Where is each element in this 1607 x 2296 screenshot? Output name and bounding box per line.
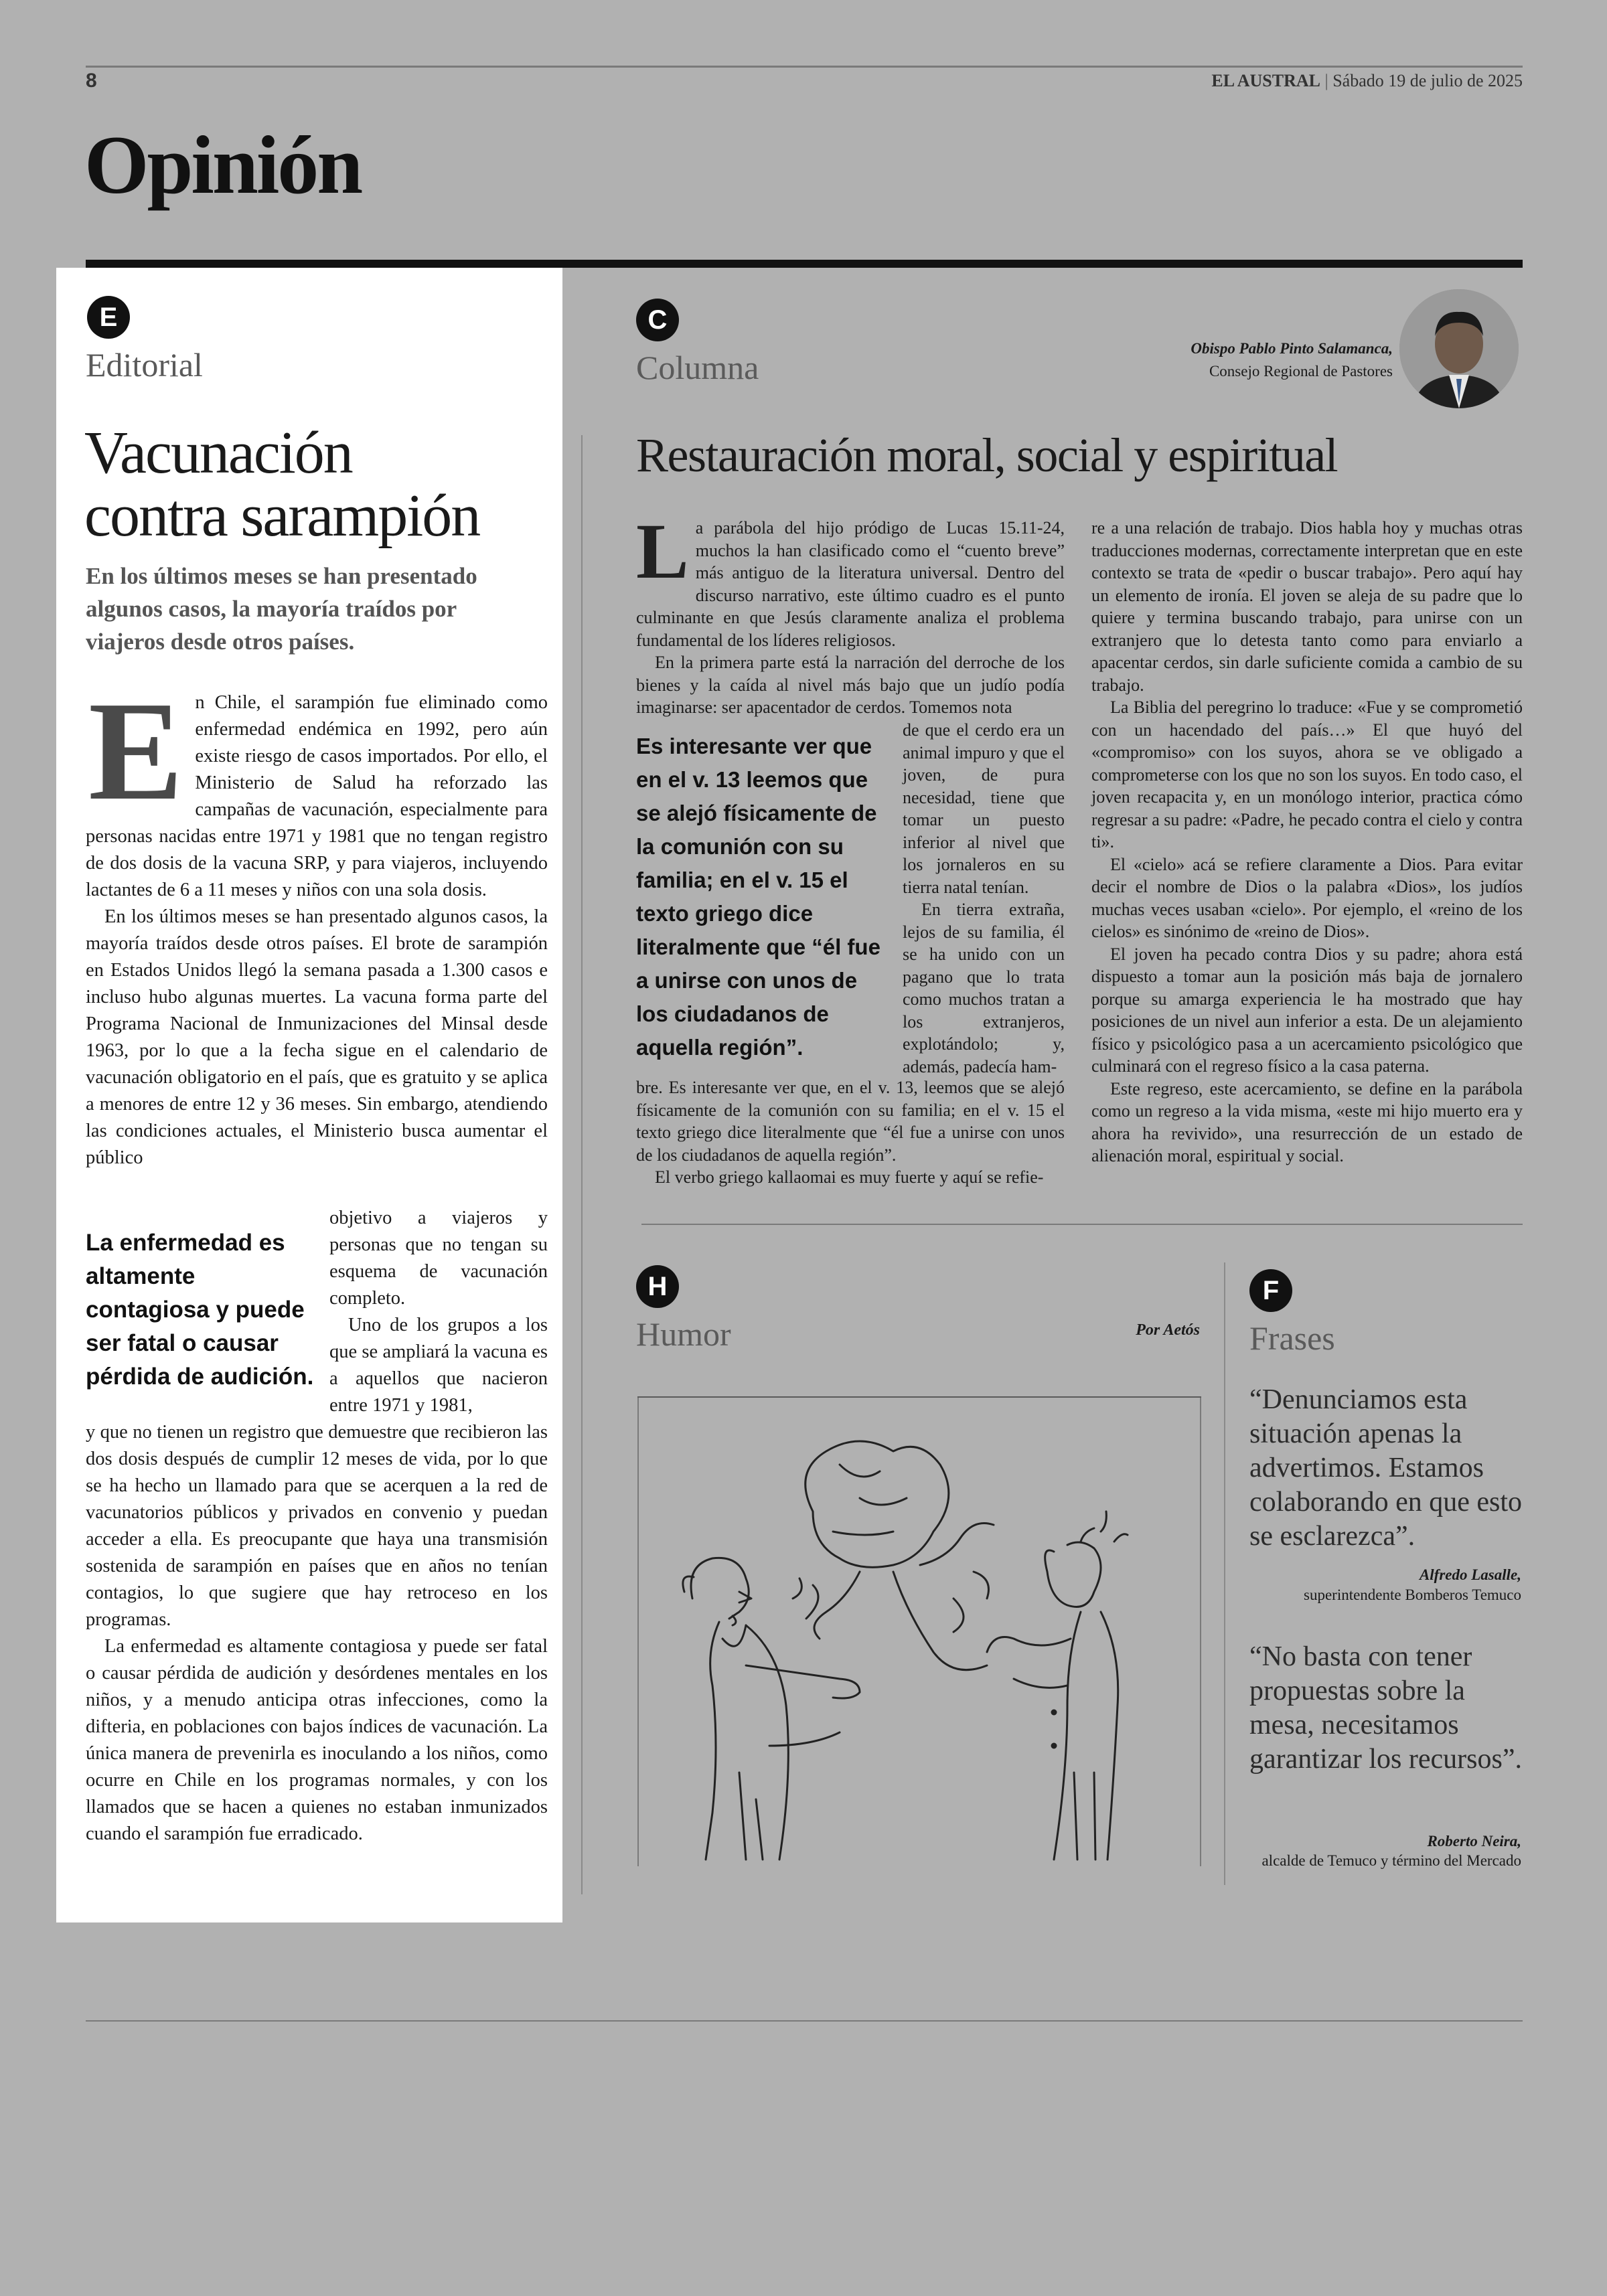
frases-label: Frases (1249, 1319, 1335, 1357)
column-body-col2 (1091, 517, 1523, 1167)
editorial-headline-line1: Vacunación (84, 420, 352, 486)
column-label: Columna (636, 349, 759, 386)
issue-date: Sábado 19 de julio de 2025 (1332, 71, 1523, 90)
editorial-paragraph-3-rest: y que no tienen un registro que demuestre que recibieron las dos dosis después de cumplir 12 meses de vida, por lo que se ha hecho un llamado para que se acerquen a la red de vacunatorios públicos y privados en convenio y puedan acceder a ella. Es preocupante que haya una transmisión sostenida de sarampión en países que en años no tenían contagios, lo que sugiere que hay retroceso en los programas. (86, 1422, 548, 1630)
section-title: Opinión (84, 119, 362, 211)
column-col2-paragraph-2: La Biblia del peregrino lo traduce: «Fue y se comprometió con un hacendado del país…» El que huyó del «compromiso» con los suyos, ahora se ve obligado a comprometerse con los que no son los suyos. En todo caso, el joven recapacita y, en un monólogo interior, practica cómo regresar a su padre: «Padre, he pecado contra el cielo y contra ti». (1091, 698, 1523, 851)
column-col2-paragraph-1: re a una relación de trabajo. Dios habla hoy y muchas otras traducciones modernas, correctamente interpretan que en este contexto se trata de «pedir o buscar trabajo». Pero aquí hay un elemento de ironía. El joven se aleja de su padre que lo quiere y termina buscando trabajo, para unirse con un extranjero que lo detesta tanto como para enviarlo a apacentar cerdos, sin darle suficiente comida a cambio de su trabajo. (1091, 518, 1523, 695)
author-portrait-icon (1399, 289, 1519, 408)
column-narrow-paragraph-2: En tierra extraña, lejos de su familia, él se ha unido con un pagano que lo trata como muchos tratan a los extranjeros, explotándolo; y, además, padecía ham- (903, 900, 1065, 1076)
masthead-info: EL AUSTRAL | Sábado 19 de julio de 2025 (1211, 71, 1523, 90)
column-bottom-rule (641, 1224, 1523, 1225)
editorial-paragraph-3-start: Uno de los grupos a los que se ampliará la vacuna es a aquellos que nacieron entre 1971 y 1981, (329, 1315, 548, 1416)
author-photo (1399, 289, 1519, 408)
editorial-e-icon: E (87, 296, 130, 339)
frases-quote-1-attribution (1249, 1566, 1521, 1604)
editorial-body-top (86, 672, 548, 1171)
editorial-headline (84, 422, 553, 548)
editorial-pullquote: La enfermedad es altamente contagiosa y puede ser fatal o causar pérdida de audición. (86, 1230, 314, 1390)
column-body-narrow (903, 719, 1065, 1078)
column-col2-paragraph-5: Este regreso, este acercamiento, se define en la parábola como un regreso a la vida misma, «este mi hijo muerto era y ahora ha revivido», una resurrección de un estado de alienación moral, espiritual y social. (1091, 1078, 1523, 1165)
frases-quote-2: “No basta con tener propuestas sobre la mesa, necesitamos garantizar los recursos”. (1249, 1641, 1522, 1775)
column-dropcap: L (636, 507, 689, 595)
frases-quote-1-name: Alfredo Lasalle, (1419, 1566, 1521, 1583)
column-pullquote: Es interesante ver que en el v. 13 leemos que se alejó físicamente de la comunión con su familia; en el v. 15 el texto griego dice literalmente que “él fue a unirse con unos de los ciudadanos de aquella región”. (636, 734, 881, 1060)
editorial-label: Editorial (86, 346, 203, 384)
column-paragraph-1: a parábola del hijo pródigo de Lucas 15.11-24, muchos la han clasificado como el “cuento breve” más antiguo de la literatura universal. Dentro del discurso narrativo, este último cuadro es el punto culminante en que Jesús claramente analiza el problema fundamental de los líderes religiosos. (636, 518, 1065, 650)
editorial-paragraph-1: n Chile, el sarampión fue eliminado como enfermedad endémica en 1992, pero aún existe riesgo de casos importados. Por ello, el Ministerio de Salud ha reforzado las campañas de vacunación, especialmente para personas nacidas entre 1971 y 1981 que no tengan registro de dos dosis de la vacuna SRP, y para viajeros, incluyendo lactantes de 6 a 11 meses y niños con una sola dosis. (86, 692, 548, 900)
frases-quote-2-attribution (1249, 1833, 1521, 1870)
column-author-role: Consejo Regional de Pastores (1209, 363, 1393, 380)
frases-divider-vertical (1224, 1262, 1225, 1885)
column-headline: Restauración moral, social y espiritual (636, 428, 1338, 482)
editorial-body-narrow (329, 1205, 548, 1419)
frases-quote-1: “Denunciamos esta situación apenas la advertimos. Estamos colaborando en que esto se esclarezca”. (1249, 1384, 1523, 1552)
humor-h-icon: H (636, 1265, 679, 1308)
frases-quote-2-name: Roberto Neira, (1427, 1833, 1521, 1850)
column-paragraph-4: El verbo griego kallaomai es muy fuerte y aquí se refie- (655, 1167, 1044, 1187)
bottom-rule (86, 2020, 1523, 2022)
editorial-headline-line2: contra sarampión (84, 483, 480, 549)
cartoon-frame (637, 1398, 1201, 1866)
column-paragraph-2: En la primera parte está la narración del derroche de los bienes y la caída al nivel más bajo que un judío podía imaginarse: ser apacentador de cerdos. Tomemos nota (636, 653, 1065, 717)
page-number: 8 (86, 70, 97, 92)
frases-f-icon: F (1249, 1269, 1292, 1312)
editorial-paragraph-2-cont: objetivo a viajeros y personas que no tengan su esquema de vacunación completo. (329, 1208, 548, 1309)
editorial-body-bottom (86, 1419, 548, 1848)
frases-quote-1-role: superintendente Bomberos Temuco (1304, 1586, 1521, 1603)
column-col2-paragraph-3: El «cielo» acá se refiere claramente a Dios. Para evitar decir el nombre de Dios o la palabra «Dios», los judíos muchas veces usaban «cielo». Por ejemplo, el «reino de los cielos» es sinónimo de «reino de Dios». (1091, 854, 1523, 941)
editorial-paragraph-4: La enfermedad es altamente contagiosa y puede ser fatal o causar pérdida de audición y desórdenes mentales en los niños, y a menudo anticipa otras infecciones, como la difteria, en poblaciones con bajos índices de vacunación. La única manera de prevenirla es inoculando a los niños, como ocurre en Chile en los programas normales, y con los llamados que se hacen a quienes no estaban inmunizados cuando el sarampión fue erradicado. (86, 1636, 548, 1844)
humor-label: Humor (636, 1315, 731, 1353)
cartoon-illustration-icon (639, 1398, 1200, 1866)
column-author-name: Obispo Pablo Pinto Salamanca, (1191, 340, 1393, 357)
editorial-paragraph-2: En los últimos meses se han presentado algunos casos, la mayoría traídos desde otros países. El brote de sarampión en Estados Unidos llegó la semana pasada a 1.300 casos e incluso hubo algunas muertes. La vacuna forma parte del Programa Nacional de Inmunizaciones del Minsal desde 1963, por lo que a la fecha sigue en el calendario de vacunación obligatorio en el país, que es gratuito y se aplica a menores de entre 12 y 36 meses. Sin embargo, atendiendo las condiciones actuales, el Ministerio busca aumentar el público (86, 906, 548, 1168)
top-rule (86, 66, 1523, 68)
column-paragraph-3: bre. Es interesante ver que, en el v. 13, leemos que se alejó físicamente de la comunión con su familia; en el v. 15 el texto griego dice literalmente que “él fue a unirse con unos de los ciudadanos de aquella región”. (636, 1078, 1065, 1165)
editorial-lead: En los últimos meses se han presentado algunos casos, la mayoría traídos por viajeros desde otros países. (86, 563, 477, 655)
column-col2-paragraph-4: El joven ha pecado contra Dios y su padre; ahora está dispuesto a tomar aun la posición más baja de jornalero porque su amarga experiencia le ha mostrado que hay posiciones de un nivel aun inferior a esta. De un alejamiento físico y psicológico pasa a un acercamiento psicológico que culminará con el regreso físico a la casa paterna. (1091, 944, 1523, 1076)
column-author (1004, 340, 1393, 380)
humor-byline: Por Aetós (1136, 1321, 1200, 1339)
section-rule (86, 260, 1523, 268)
editorial-dropcap: E (88, 672, 183, 829)
column-narrow-paragraph-1: de que el cerdo era un animal impuro y que el joven, de pura necesidad, tiene que tomar un puesto inferior al nivel que los jornaleros en su tierra natal tenían. (903, 720, 1065, 897)
paper-name: EL AUSTRAL (1211, 71, 1320, 90)
column-body-col1-top (636, 507, 1065, 719)
frases-quote-2-role: alcalde de Temuco y término del Mercado (1261, 1852, 1521, 1869)
column-divider-vertical (581, 435, 583, 1894)
column-body-col1-bottom (636, 1076, 1065, 1189)
column-c-icon: C (636, 299, 679, 341)
